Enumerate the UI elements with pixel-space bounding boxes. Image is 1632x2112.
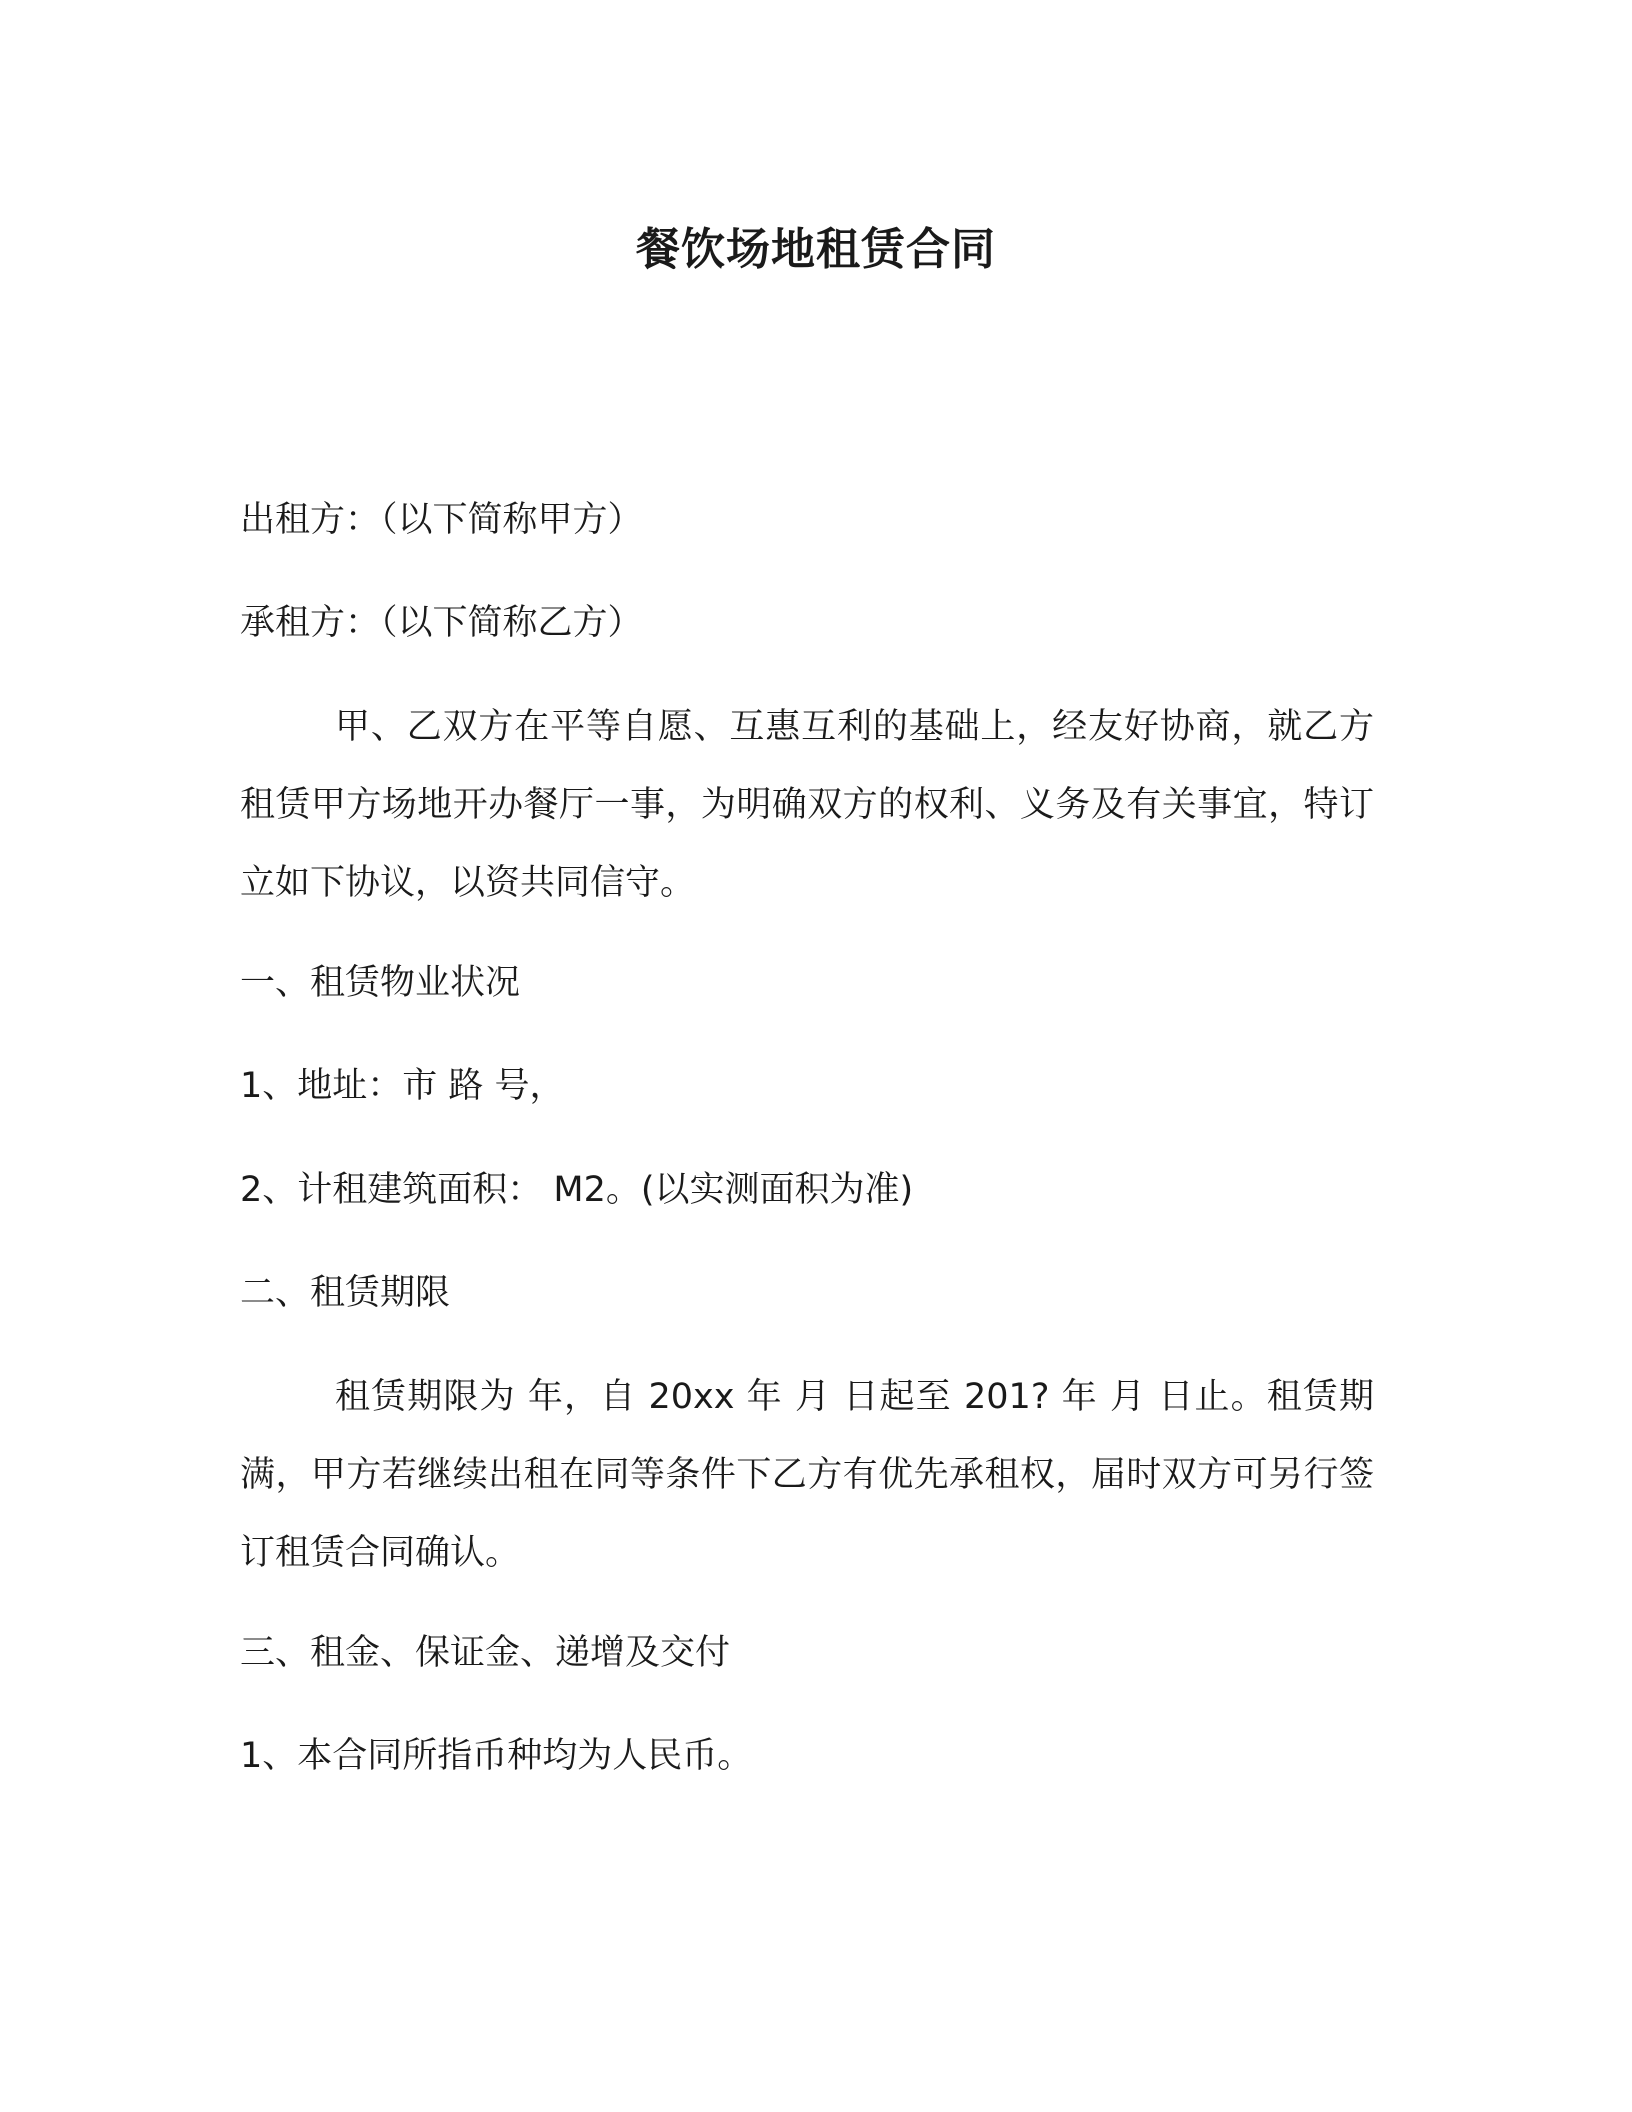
section-heading-term: 二、租赁期限 xyxy=(240,1273,451,1313)
preamble-paragraph: 甲、乙双方在平等自愿、互惠互利的基础上，经友好协商，就乙方租赁甲方场地开办餐厅一事，为明确双方的权利、义务及有关事宜，特订立如下协议，以资共同信守。 xyxy=(240,707,1374,903)
lessor-line: 出租方：（以下简称甲方） xyxy=(240,500,643,540)
section-heading-rent: 三、租金、保证金、递增及交付 xyxy=(240,1633,731,1673)
currency-item: 1、本合同所指币种均为人民币。 xyxy=(240,1736,753,1776)
lease-term-paragraph: 租赁期限为 年，自 20xx 年 月 日起至 201? 年 月 日止。租赁期满，甲方若继续出租在同等条件下乙方有优先承租权，届时双方可另行签订租赁合同确认。 xyxy=(240,1377,1374,1573)
document-title: 餐饮场地租赁合同 xyxy=(636,224,996,275)
property-address-item: 1、地址：市 路 号， xyxy=(240,1066,565,1106)
section-heading-property: 一、租赁物业状况 xyxy=(240,963,521,1003)
property-area-item: 2、计租建筑面积： M2。(以实测面积为准) xyxy=(240,1170,914,1210)
lessee-line: 承租方：（以下简称乙方） xyxy=(240,603,643,643)
